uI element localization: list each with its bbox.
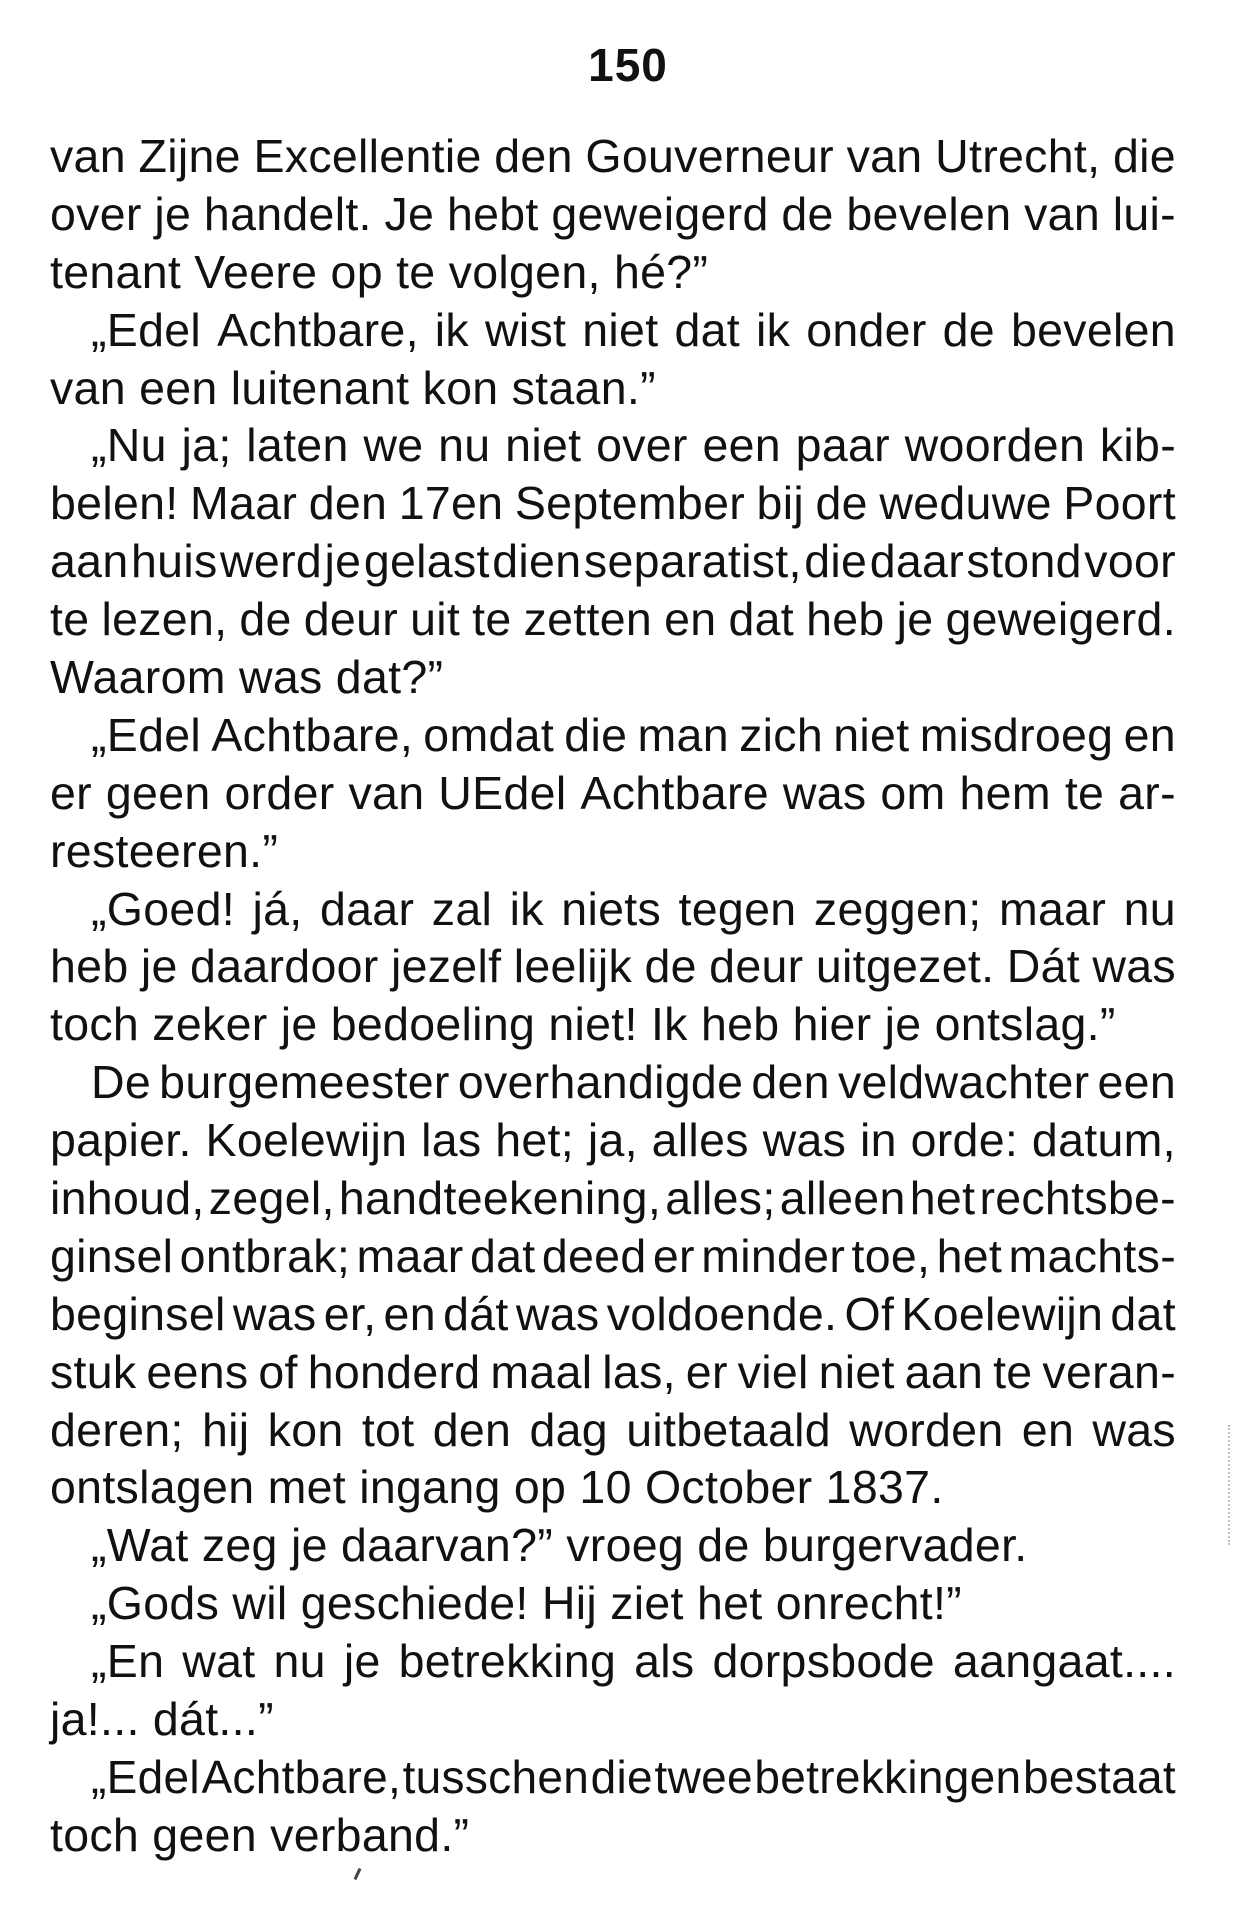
text-line: „En wat nu je betrekking als dorpsbode aangaat....: [91, 1635, 1176, 1688]
ink-mark: [354, 1868, 362, 1880]
text-line: te lezen, de deur uit te zetten en dat heb je geweigerd.: [50, 593, 1176, 646]
text-line: aan huis werd je gelast dien separatist, die daar stond voor: [50, 535, 1176, 588]
text-line: belen! Maar den 17en September bij de weduwe Poort: [50, 477, 1176, 530]
text-line: er geen order van UEdel Achtbare was om hem te ar-: [50, 766, 1176, 819]
text-line: deren; hij kon tot den dag uitbetaald worden en was: [50, 1403, 1176, 1456]
text-line: resteeren.”: [50, 824, 279, 877]
text-line: „Nu ja; laten we nu niet over een paar woorden kib-: [91, 419, 1176, 472]
margin-speckles: [1228, 1425, 1244, 1545]
text-line: „Edel Achtbare, omdat die man zich niet misdroeg en: [91, 708, 1176, 761]
text-line: Waarom was dat?”: [50, 651, 444, 704]
text-line: beginsel was er, en dát was voldoende. Of Koelewijn dat: [50, 1287, 1176, 1340]
text-line: „Goed! já, daar zal ik niets tegen zeggen; maar nu: [91, 882, 1176, 935]
text-line: over je handelt. Je hebt geweigerd de bevelen van lui-: [50, 187, 1176, 240]
text-line: toch zeker je bedoeling niet! Ik heb hier je ontslag.”: [50, 998, 1116, 1051]
text-line: toch geen verband.”: [50, 1808, 470, 1861]
text-line: papier. Koelewijn las het; ja, alles was in orde: datum,: [50, 1114, 1176, 1167]
text-line: van Zijne Excellentie den Gouverneur van Utrecht, die: [50, 130, 1176, 182]
text-line: „Edel Achtbare, tusschen die twee betrekkingen bestaat: [91, 1750, 1176, 1803]
page-body-text: [50, 128, 1176, 1865]
text-line: De burgemeester overhandigde den veldwachter een: [91, 1056, 1176, 1109]
text-line: „Gods wil geschiede! Hij ziet het onrecht!”: [91, 1577, 962, 1630]
text-line: stuk eens of honderd maal las, er viel niet aan te veran-: [50, 1345, 1176, 1398]
page-number: 150: [588, 39, 668, 91]
text-line: „Edel Achtbare, ik wist niet dat ik onder de bevelen: [91, 303, 1176, 356]
text-line: „Wat zeg je daarvan?” vroeg de burgervader.: [91, 1519, 1028, 1572]
text-line: ja!... dát...”: [50, 1693, 274, 1746]
text-line: ginsel ontbrak; maar dat deed er minder toe, het machts-: [50, 1229, 1176, 1282]
text-line: ontslagen met ingang op 10 October 1837.: [50, 1461, 944, 1514]
text-line: tenant Veere op te volgen, hé?”: [50, 245, 709, 298]
text-line: van een luitenant kon staan.”: [50, 361, 656, 414]
text-line: heb je daardoor jezelf leelijk de deur uitgezet. Dát was: [50, 940, 1176, 993]
text-line: inhoud, zegel, handteekening, alles; alleen het rechtsbe-: [50, 1172, 1176, 1225]
